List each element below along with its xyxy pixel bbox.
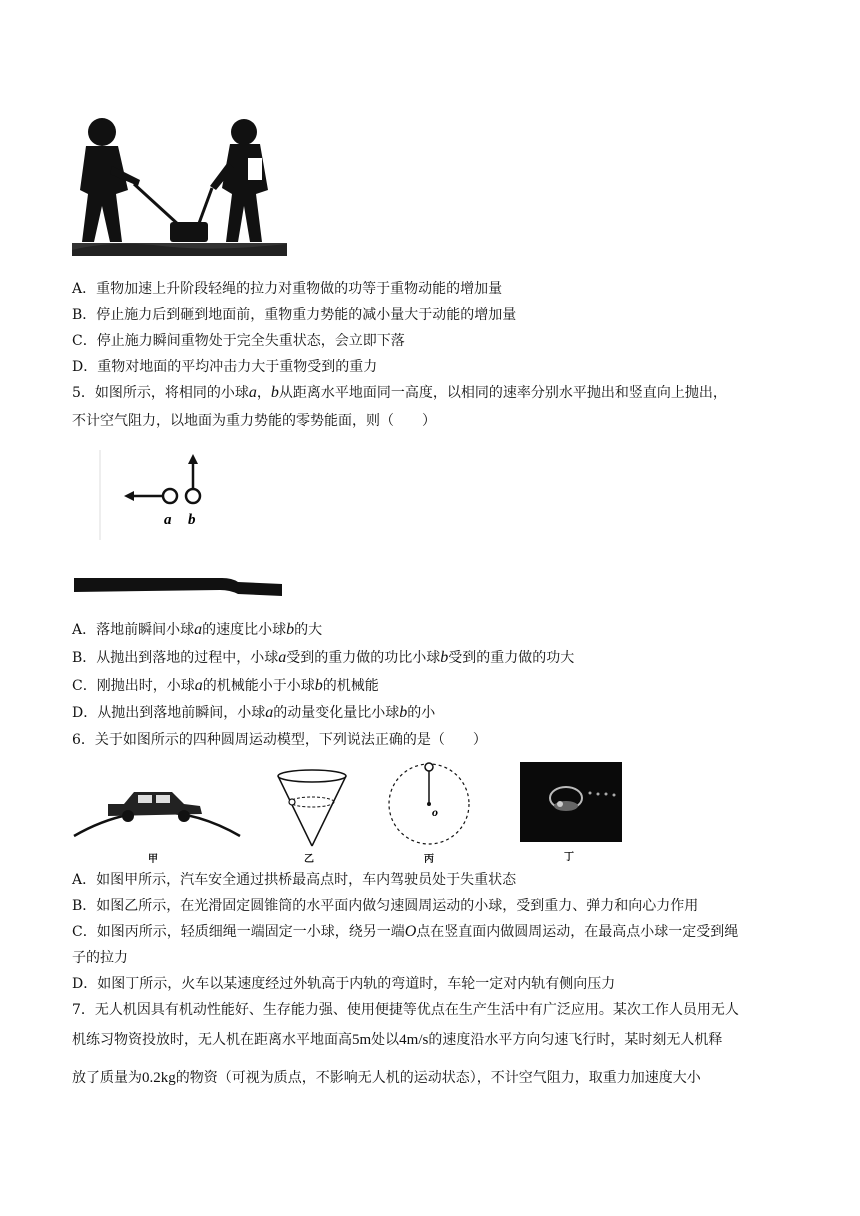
figure-ding-photo [520, 762, 622, 842]
figure-balls-a-b [72, 450, 292, 610]
caption-jia: 甲 [148, 854, 158, 865]
q5-option-c: C．刚抛出时，小球a的机械能小于小球b的机械能 [72, 677, 379, 694]
q5-stem-line1: 5．如图所示，将相同的小球a，b从距离水平地面同一高度，以相同的速率分别水平抛出和竖直向上抛出， [72, 384, 727, 401]
figure-people-lifting-weight [72, 110, 292, 260]
q7-line3: 放了质量为0.2kg的物资（可视为质点，不影响无人机的运动状态），不计空气阻力，取重力加速度大小 [72, 1070, 701, 1086]
q6-option-c-line1: C．如图丙所示，轻质细绳一端固定一小球，绕另一端O点在竖直面内做圆周运动，在最高点小球一定受到绳 [72, 923, 739, 940]
figure-jia-car-bridge [72, 770, 242, 840]
figure-bing-vertical-circle [384, 758, 474, 848]
caption-ding: 丁 [564, 852, 574, 863]
q6-stem: 6．关于如图所示的四种圆周运动模型，下列说法正确的是（ ） [72, 732, 487, 748]
fig-label-b: b [188, 512, 196, 528]
caption-bing: 丙 [424, 854, 434, 865]
q6-option-c-line2: 子的拉力 [72, 950, 128, 966]
fig-label-a: a [164, 512, 172, 528]
q4-option-a: A．重物加速上升阶段轻绳的拉力对重物做的功等于重物动能的增加量 [72, 281, 503, 297]
figure-yi-cone [272, 768, 352, 848]
q6-option-b: B．如图乙所示，在光滑固定圆锥筒的水平面内做匀速圆周运动的小球，受到重力、弹力和向心力作用 [72, 898, 699, 914]
q5-option-d: D．从抛出到落地前瞬间，小球a的动量变化量比小球b的小 [72, 704, 436, 721]
q7-line1: 7．无人机因具有机动性能好、生存能力强、使用便捷等优点在生产生活中有广泛应用。某次工作人员用无人 [72, 1002, 739, 1018]
q4-option-b: B．停止施力后到砸到地面前，重物重力势能的减小量大于动能的增加量 [72, 307, 517, 323]
q5-option-b: B．从抛出到落地的过程中，小球a受到的重力做的功比小球b受到的重力做的功大 [72, 649, 575, 666]
q5-option-a: A．落地前瞬间小球a的速度比小球b的大 [72, 621, 323, 638]
o-label: o [432, 805, 438, 819]
q5-stem-line2: 不计空气阻力，以地面为重力势能的零势能面，则（ ） [72, 413, 436, 429]
q7-line2: 机练习物资投放时，无人机在距离水平地面高5m处以4m/s的速度沿水平方向匀速飞行时，某时刻无人机释 [72, 1032, 723, 1048]
caption-yi: 乙 [304, 854, 314, 865]
q6-option-d: D．如图丁所示，火车以某速度经过外轨高于内轨的弯道时，车轮一定对内轨有侧向压力 [72, 976, 616, 992]
q4-option-d: D．重物对地面的平均冲击力大于重物受到的重力 [72, 359, 378, 375]
q4-option-c: C．停止施力瞬间重物处于完全失重状态，会立即下落 [72, 333, 405, 349]
q6-option-a: A．如图甲所示，汽车安全通过拱桥最高点时，车内驾驶员处于失重状态 [72, 872, 517, 888]
